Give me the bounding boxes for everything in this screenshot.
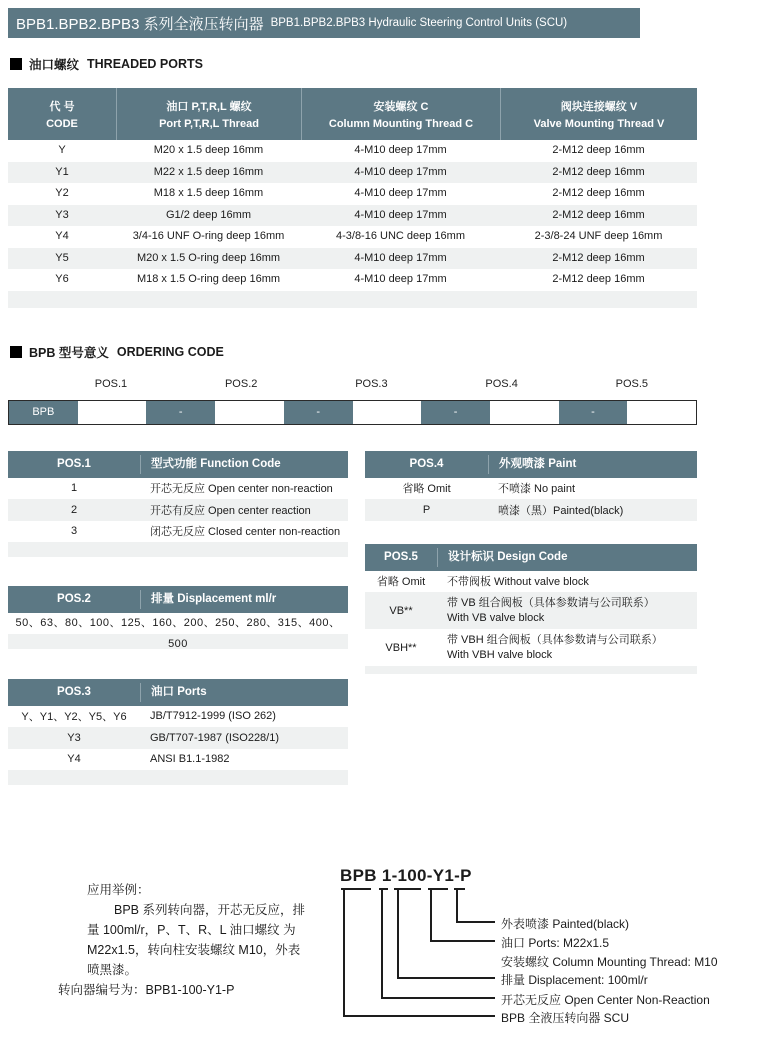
bar-segment-dash: - [421, 401, 490, 424]
table-row: Y4 ANSI B1.1-1982 [67, 753, 230, 766]
table-row: 省略 Omit 不带阀板 Without valve block [376, 576, 589, 589]
pos-label: POS.4 [485, 377, 518, 390]
callout-label: 排量 Displacement: 100ml/r [501, 972, 648, 987]
page-title-zh: BPB1.BPB2.BPB3 系列全液压转向器 [16, 15, 264, 33]
bar-segment-blank [490, 401, 559, 424]
empty-row [8, 542, 348, 557]
table-row: 省略 Omit 不喷漆 No paint [402, 483, 576, 496]
table-header-cell: 油口 P,T,R,L 螺纹 Port P,T,R,L Thread [116, 88, 301, 140]
leader-line [343, 890, 345, 1017]
pos3-table [8, 679, 348, 786]
empty-row [365, 666, 697, 674]
table-row: Y3 GB/T707-1987 (ISO228/1) [8, 727, 348, 749]
leader-line [397, 890, 399, 979]
section-heading-threaded-ports [10, 55, 757, 72]
pos3-title: POS.3 [57, 686, 91, 698]
table-row: Y2 M18 x 1.5 deep 16mm 4-M10 deep 17mm 2-M12 deep 16mm [55, 187, 645, 199]
leader-line [381, 890, 383, 999]
pos1-table [8, 451, 348, 558]
example-intro: 应用举例： [87, 882, 150, 897]
underline-tick [341, 888, 371, 890]
pos5-table [365, 544, 697, 675]
table-row: 2 开芯有反应 Open center reaction [8, 499, 348, 521]
code-breakdown-diagram [335, 866, 757, 1046]
pos-label: POS.3 [355, 377, 388, 390]
section-marker-icon [10, 346, 22, 358]
table-row: Y4 3/4-16 UNF O-ring deep 16mm 4-3/8-16 UNC deep 16mm 2-3/8-24 UNF deep 16mm [55, 230, 663, 242]
displacement-values: 50、63、80、100、125、160、200、250、280、315、400、500 [15, 616, 341, 650]
pos-tables-grid [8, 451, 697, 787]
table-row: Y M20 x 1.5 deep 16mm 4-M10 deep 17mm 2-M12 deep 16mm [58, 144, 645, 156]
callout-label: BPB 全液压转向器 SCU [501, 1010, 630, 1025]
bar-segment-dash: - [559, 401, 628, 424]
example-paragraph: 应用举例： BPB 系列转向器，开芯无反应，排 量 100ml/r，P、T、R、L 油口螺纹 为 M22x1.5，转向柱安装螺纹 M10，外表 喷黑漆。 转向器编号为：BPB1-100-Y1-P [58, 880, 348, 1000]
leader-line [456, 921, 495, 923]
pos2-title: POS.2 [57, 593, 91, 605]
table-row: 3 闭芯无反应 Closed center non-reaction [70, 525, 341, 539]
section-heading-zh: 油口螺纹 [29, 57, 80, 72]
table-row: Y6 M18 x 1.5 O-ring deep 16mm 4-M10 deep 17mm 2-M12 deep 16mm [55, 273, 645, 285]
table-row: Y3 G1/2 deep 16mm 4-M10 deep 17mm 2-M12 deep 16mm [8, 205, 697, 227]
bar-segment-blank [215, 401, 284, 424]
empty-row [8, 770, 348, 785]
example-code-line: 转向器编号为：BPB1-100-Y1-P [58, 982, 235, 997]
empty-row [8, 291, 697, 308]
bar-segment-blank [78, 401, 147, 424]
table-row: Y、Y1、Y2、Y5、Y6 JB/T7912-1999 (ISO 262) [21, 710, 276, 724]
table-body [8, 140, 697, 291]
pos4-header: 外观喷漆 Paint [488, 455, 697, 474]
bar-segment-prefix: BPB [9, 401, 78, 424]
pos-label: POS.5 [615, 377, 649, 390]
pos3-header: 油口 Ports [140, 683, 348, 702]
table-row: P 喷漆（黑）Painted(black) [365, 499, 697, 521]
model-code: BPB 1-100-Y1-P [340, 865, 472, 885]
pos5-title: POS.5 [384, 551, 418, 563]
table-header-cell: 阀块连接螺纹 V Valve Mounting Thread V [500, 88, 697, 140]
table-row: Y5 M20 x 1.5 O-ring deep 16mm 4-M10 deep 17mm 2-M12 deep 16mm [8, 248, 697, 270]
pos4-title: POS.4 [409, 458, 444, 470]
bar-segment-blank [627, 401, 696, 424]
section-heading-ordering-code [10, 344, 757, 361]
page-banner [8, 8, 640, 38]
pos-label: POS.2 [224, 377, 258, 390]
leader-line [381, 997, 495, 999]
table-row: Y1 M22 x 1.5 deep 16mm 4-M10 deep 17mm 2-M12 deep 16mm [8, 162, 697, 184]
pos5-header: 设计标识 Design Code [437, 548, 697, 567]
ordering-position-labels [8, 378, 697, 393]
bar-segment-dash: - [284, 401, 353, 424]
table-row: VBH** 带 VBH 组合阀板（具体参数请与公司联系） With VBH valve block [385, 633, 663, 661]
table-row: 1 开芯无反应 Open center non-reaction [70, 482, 333, 496]
threaded-ports-table [8, 88, 697, 308]
leader-line [343, 1015, 495, 1017]
pos4-table [365, 451, 697, 521]
section-marker-icon [10, 58, 22, 70]
table-header-row [8, 88, 697, 140]
pos1-header: 型式功能 Function Code [140, 455, 348, 474]
table-header-cell: 代 号 CODE [46, 101, 78, 130]
callout-label: 外表喷漆 Painted(black) [501, 916, 630, 931]
ordering-code-bar [8, 400, 697, 425]
bar-segment-blank [353, 401, 422, 424]
pos2-header: 排量 Displacement ml/r [140, 590, 348, 609]
section-heading-en: THREADED PORTS [87, 56, 203, 71]
leader-line [430, 890, 432, 942]
leader-line [430, 940, 495, 942]
application-example-section [0, 866, 757, 1049]
leader-line [397, 977, 495, 979]
section-heading-zh: BPB 型号意义 [29, 346, 109, 360]
page-title-en: BPB1.BPB2.BPB3 Hydraulic Steering Control Units (SCU) [270, 17, 568, 29]
section-heading-en: ORDERING CODE [116, 345, 224, 359]
pos2-table [8, 586, 348, 650]
callout-label: 安装螺纹 Column Mounting Thread: M10 [501, 954, 718, 969]
table-row: VB** 带 VB 组合阀板（具体参数请与公司联系） With VB valve block [365, 592, 697, 629]
callout-label: 开芯无反应 Open Center Non-Reaction [501, 992, 710, 1007]
table-header-cell: 安装螺纹 C Column Mounting Thread C [301, 88, 500, 140]
callout-label: 油口 Ports: M22x1.5 [501, 935, 610, 950]
pos-label: POS.1 [94, 377, 128, 390]
bar-segment-dash: - [146, 401, 215, 424]
leader-line [456, 890, 458, 923]
pos1-title: POS.1 [57, 458, 91, 470]
